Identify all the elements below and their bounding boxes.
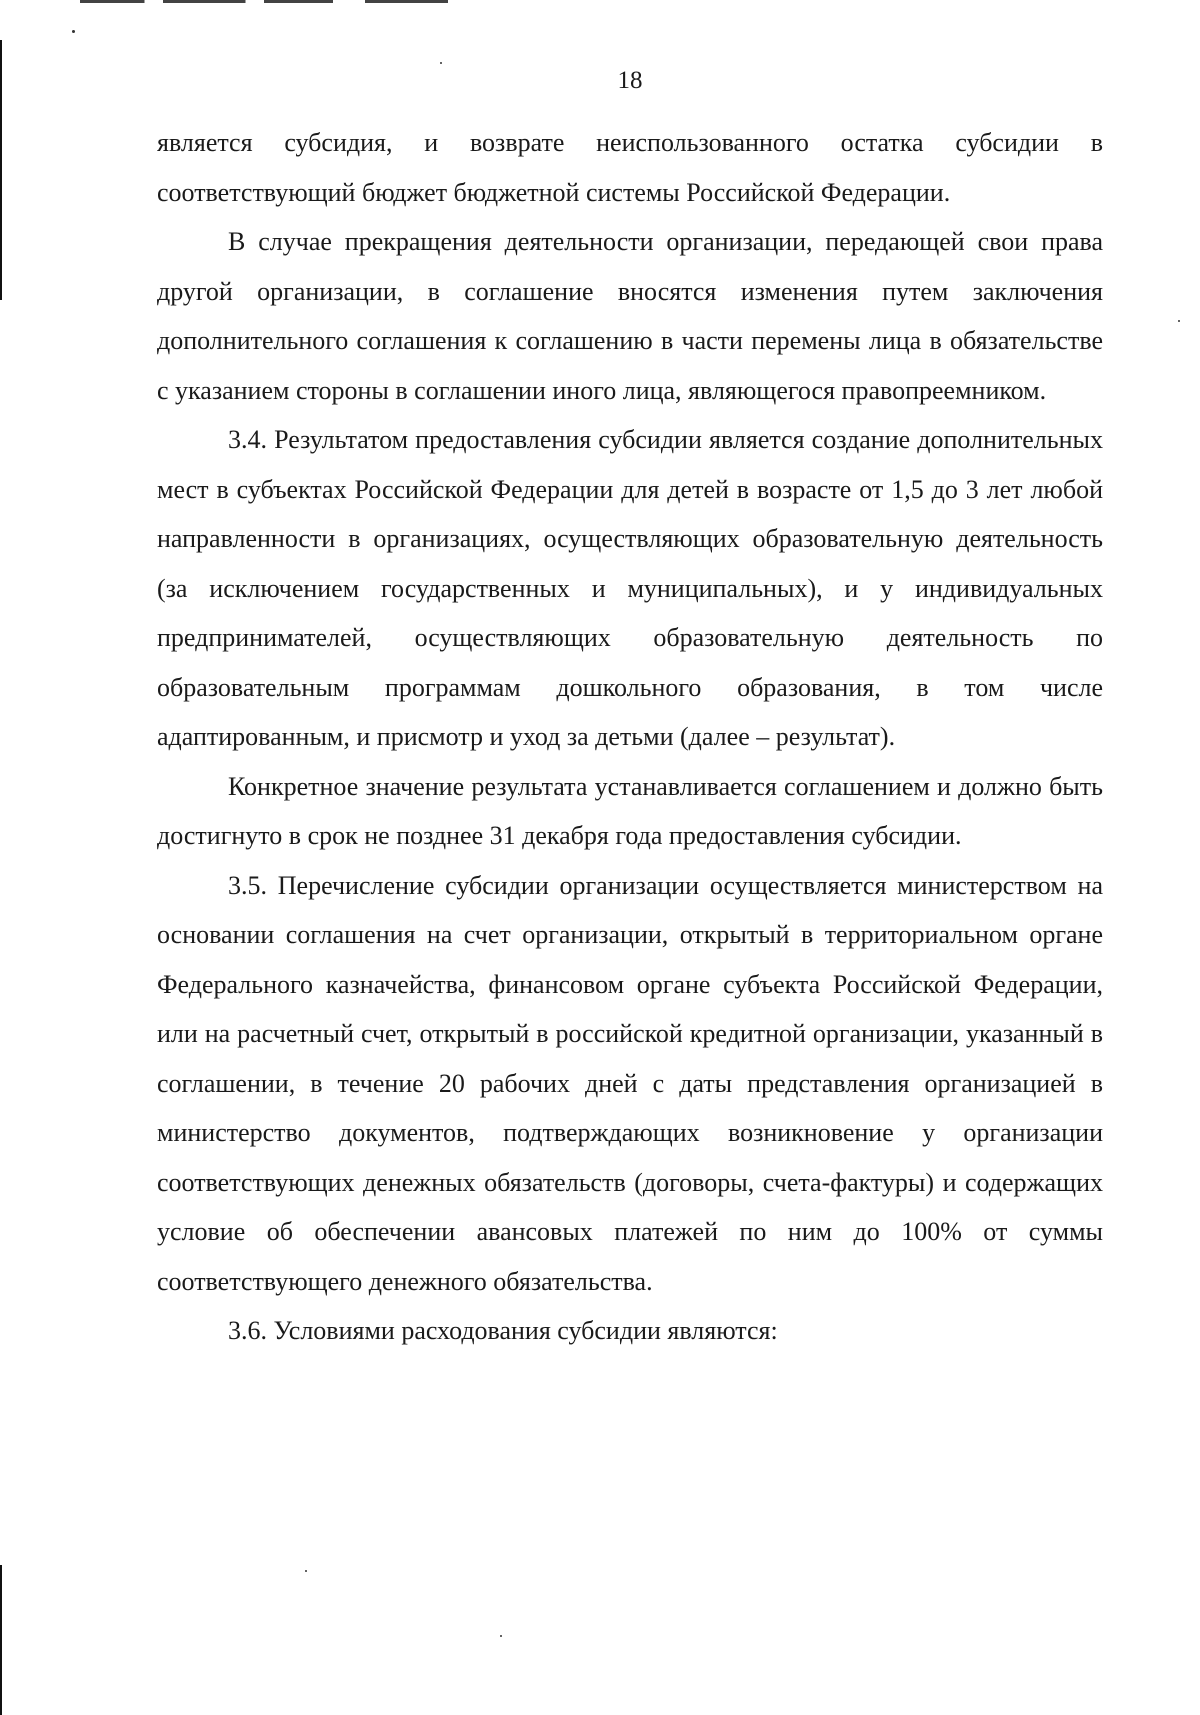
- paragraph-result-value: Конкретное значение результата устанавливается соглашением и должно быть достигнуто в срок не позднее 31 декабря года предоставления субсидии.: [157, 771, 1103, 850]
- scan-artifact-left-edge-lower: [0, 1565, 2, 1715]
- scan-speck: [305, 1570, 307, 1572]
- scan-speck: [1178, 320, 1180, 322]
- page-number: 18: [617, 67, 643, 94]
- paragraph-continuation: является субсидия, и возврате неиспользованного остатка субсидии в соответствующий бюджет бюджетной системы Российской Федерации.: [157, 128, 1103, 207]
- paragraph-termination-case: В случае прекращения деятельности организации, передающей свои права другой организации, в соглашение вносятся изменения путем заключения дополнительного соглашения к соглашению в части перемены лица в обязательстве с указанием стороны в соглашении иного лица, являющегося правопреемником.: [157, 227, 1103, 405]
- scan-artifact-top-line: [80, 0, 540, 3]
- paragraph-3-4: 3.4. Результатом предоставления субсидии является создание дополнительных мест в субъектах Российской Федерации для детей в возрасте от 1,5 до 3 лет любой направленности в организациях, осуществляющих образовательную деятельность (за исключением государственных и муниципальных), и у индивидуальных предпринимателей, осуществляющих образовательную деятельность по образовательным программам дошкольного образования, в том числе адаптированным, и присмотр и уход за детьми (далее – результат).: [157, 425, 1103, 751]
- body-text: [157, 118, 1103, 1356]
- scan-speck: [500, 1635, 502, 1637]
- scan-speck: [440, 62, 442, 64]
- paragraph-3-5: 3.5. Перечисление субсидии организации осуществляется министерством на основании соглашения на счет организации, открытый в территориальном органе Федерального казначейства, финансовом органе субъекта Российской Федерации, или на расчетный счет, открытый в российской кредитной организации, указанный в соглашении, в течение 20 рабочих дней с даты представления организацией в министерство документов, подтверждающих возникновение у организации соответствующих денежных обязательств (договоры, счета-фактуры) и содержащих условие об обеспечении авансовых платежей по ним до 100% от суммы соответствующего денежного обязательства.: [157, 870, 1103, 1296]
- scan-speck: [72, 30, 75, 33]
- paragraph-3-6: 3.6. Условиями расходования субсидии являются:: [228, 1316, 778, 1345]
